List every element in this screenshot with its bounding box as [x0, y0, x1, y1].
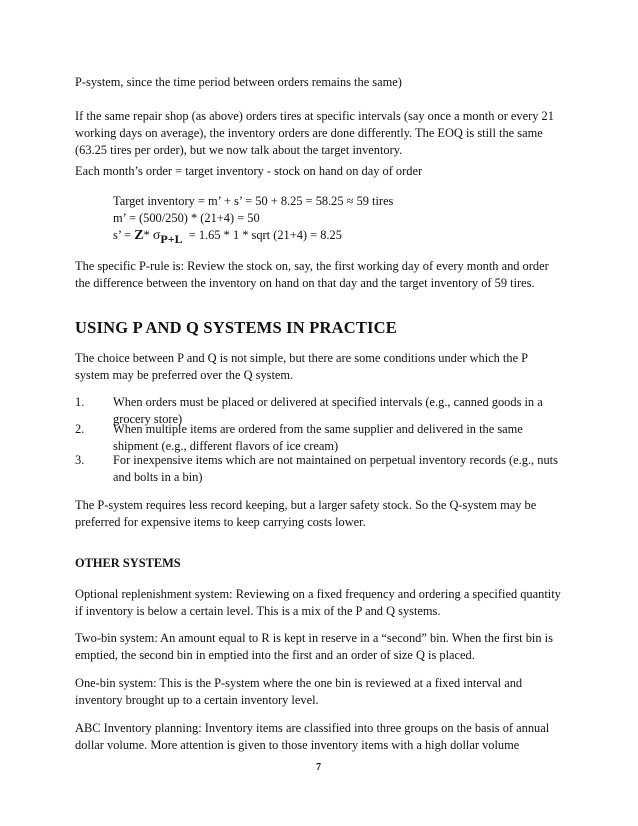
paragraph-optional-replenishment: Optional replenishment system: Reviewing on a fixed frequency and ordering a specified quantity if inventory is below a certain level. This is a mix of the P and Q systems. [75, 587, 561, 618]
paragraph-abc-planning: ABC Inventory planning: Inventory items are classified into three groups on the basis of annual dollar volume. More attention is given to those inventory items with a high dollar volume [75, 721, 550, 752]
equation-s-prime: s’ = Z* σP+L = 1.65 * 1 * sqrt (21+4) = 8.25 [113, 228, 342, 246]
paragraph-p-system-continuation: P-system, since the time period between orders remains the same) [75, 75, 402, 89]
paragraph-one-bin: One-bin system: This is the P-system where the one bin is reviewed at a fixed interval and inventory brought up to a certain inventory level. [75, 676, 523, 707]
equation-m-prime: m’ = (500/250) * (21+4) = 50 [113, 211, 260, 225]
list-item: When orders must be placed or delivered at specified intervals (e.g., canned goods in a grocery store) [113, 395, 543, 426]
paragraph-p-rule: The specific P-rule is: Review the stock on, say, the first working day of every month and order the difference between the inventory on hand on that day and the target inventory of 59 tires. [75, 259, 549, 290]
page-number: 7 [316, 762, 321, 773]
paragraph-monthly-order: Each month’s order = target inventory - stock on hand on day of order [75, 164, 423, 178]
list-number: 2. [75, 422, 85, 436]
heading-other-systems: OTHER SYSTEMS [75, 556, 181, 570]
list-item: When multiple items are ordered from the same supplier and delivered in the same shipment (e.g., different flavors of ice cream) [113, 422, 523, 453]
equation-target-inventory: Target inventory = m’ + s’ = 50 + 8.25 = 58.25 ≈ 59 tires [113, 194, 394, 208]
list-number: 3. [75, 453, 85, 467]
heading-using-p-and-q: USING P AND Q SYSTEMS IN PRACTICE [75, 318, 397, 337]
paragraph-record-keeping: The P-system requires less record keeping, but a larger safety stock. So the Q-system may be preferred for expensive items to keep carrying costs lower. [75, 498, 537, 529]
list-item: For inexpensive items which are not maintained on perpetual inventory records (e.g., nuts and bolts in a bin) [113, 453, 558, 484]
paragraph-choice-p-q: The choice between P and Q is not simple, but there are some conditions under which the P system may be preferred over the Q system. [75, 351, 529, 382]
list-number: 1. [75, 395, 85, 409]
paragraph-two-bin: Two-bin system: An amount equal to R is kept in reserve in a “second” bin. When the first bin is emptied, the second bin in emptied into the first and an order of size Q is placed. [75, 631, 553, 662]
paragraph-repair-shop: If the same repair shop (as above) orders tires at specific intervals (say once a month or every 21 working days on average), the inventory orders are done differently. The EOQ is still the same (63.25 tires per order), but we now talk about the target inventory. [75, 109, 554, 157]
